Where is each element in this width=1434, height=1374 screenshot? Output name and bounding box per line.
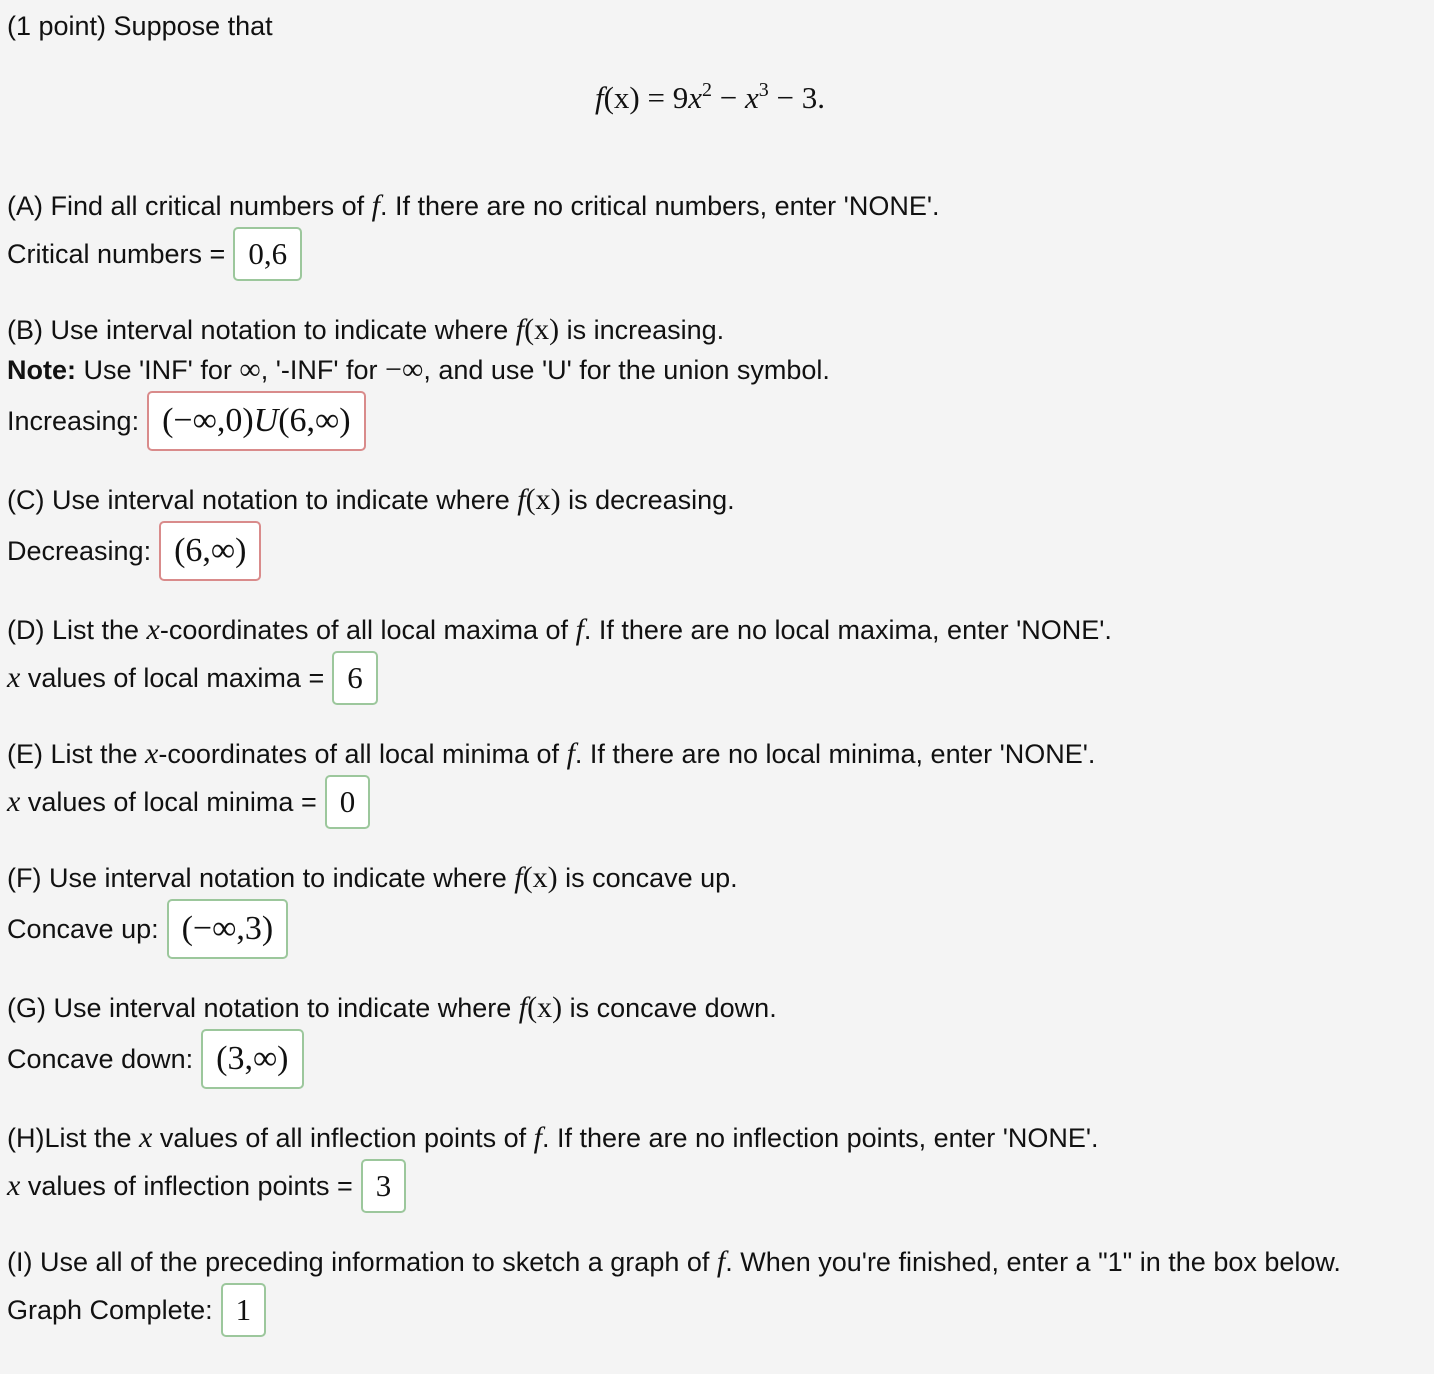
critical-numbers-input[interactable]: 0,6	[233, 227, 302, 281]
answer-row-g	[7, 1029, 304, 1089]
function-formula: $f(x) = 9x^2 - x^3 - 3$.	[594, 79, 825, 115]
concave-up-label: Concave up:	[7, 913, 159, 944]
question-h: (H)List the x values of all inflection points of f. If there are no inflection points, enter 'NONE'.	[7, 1121, 1099, 1154]
question-b: (B) Use interval notation to indicate where f(x) is increasing.	[7, 313, 725, 346]
question-c: (C) Use interval notation to indicate where f(x) is decreasing.	[7, 483, 735, 516]
answer-row-e	[7, 775, 370, 829]
note-b: Note: Use 'INF' for ∞, '-INF' for −∞, and use 'U' for the union symbol.	[7, 353, 830, 386]
critical-numbers-label: Critical numbers =	[7, 238, 226, 269]
answer-row-f	[7, 899, 288, 959]
concave-down-label: Concave down:	[7, 1043, 194, 1074]
answer-row-b	[7, 391, 366, 451]
increasing-input[interactable]: (−∞,0)U(6,∞)	[147, 391, 366, 451]
question-f: (F) Use interval notation to indicate where f(x) is concave up.	[7, 861, 738, 894]
question-d: (D) List the x-coordinates of all local maxima of f. If there are no local maxima, enter 'NONE'.	[7, 613, 1112, 646]
question-a: (A) Find all critical numbers of f. If there are no critical numbers, enter 'NONE'.	[7, 189, 940, 222]
graph-complete-label: Graph Complete:	[7, 1294, 213, 1325]
answer-row-i	[7, 1283, 266, 1337]
concave-down-input[interactable]: (3,∞)	[201, 1029, 303, 1089]
inflection-points-input[interactable]: 3	[361, 1159, 407, 1213]
answer-row-d	[7, 651, 378, 705]
decreasing-input[interactable]: (6,∞)	[159, 521, 261, 581]
inflection-points-label: x values of inflection points =	[7, 1169, 353, 1202]
local-minima-input[interactable]: 0	[325, 775, 371, 829]
local-maxima-label: x values of local maxima =	[7, 661, 325, 694]
question-g: (G) Use interval notation to indicate where f(x) is concave down.	[7, 991, 777, 1024]
concave-up-input[interactable]: (−∞,3)	[167, 899, 289, 959]
answer-row-h	[7, 1159, 406, 1213]
local-minima-label: x values of local minima =	[7, 785, 317, 818]
answer-row-c	[7, 521, 261, 581]
question-i: (I) Use all of the preceding information to sketch a graph of f. When you're finished, enter a "1" in the box below.	[7, 1245, 1341, 1278]
question-e: (E) List the x-coordinates of all local minima of f. If there are no local minima, enter 'NONE'.	[7, 737, 1096, 770]
graph-complete-input[interactable]: 1	[221, 1283, 267, 1337]
answer-row-a	[7, 227, 302, 281]
decreasing-label: Decreasing:	[7, 535, 152, 566]
local-maxima-input[interactable]: 6	[332, 651, 378, 705]
problem-header: (1 point) Suppose that	[7, 11, 273, 41]
increasing-label: Increasing:	[7, 405, 140, 436]
